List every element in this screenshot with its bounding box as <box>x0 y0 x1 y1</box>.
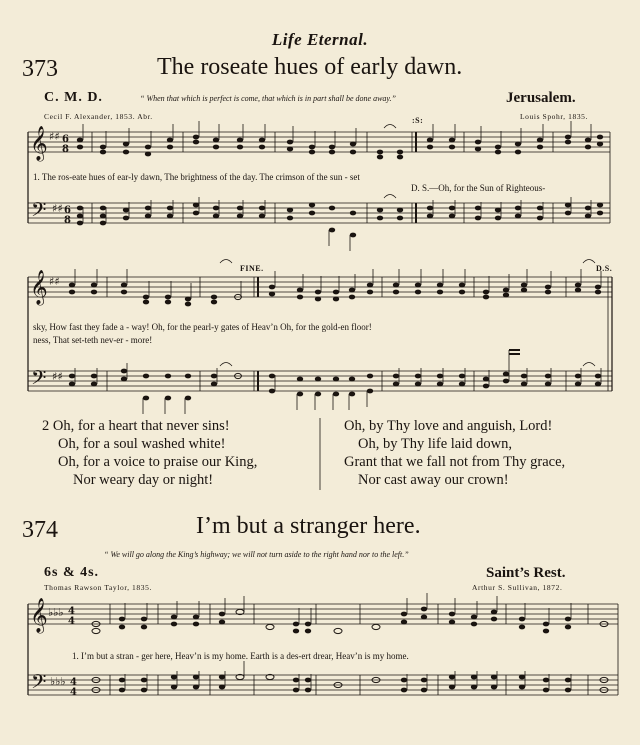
fine-mark: FINE. <box>240 264 264 273</box>
verse-line: Oh, by Thy life laid down, <box>358 436 512 452</box>
hymn-title: I’m but a stranger here. <box>196 513 421 539</box>
svg-text:𝄞: 𝄞 <box>30 126 48 161</box>
svg-text:♯♯: ♯♯ <box>49 275 60 288</box>
svg-text:8: 8 <box>62 144 69 155</box>
svg-text:𝄞: 𝄞 <box>30 270 48 305</box>
svg-text:4: 4 <box>68 616 75 627</box>
hymn-epigraph: “ We will go along the King’s highway; we will not turn aside to the right hand nor to the left.” <box>104 550 409 559</box>
verse-line: Nor weary day or night! <box>73 472 214 488</box>
svg-text:𝄢: 𝄢 <box>31 670 47 698</box>
svg-text:𝄢: 𝄢 <box>31 198 47 226</box>
hymn-title: The roseate hues of early dawn. <box>157 54 463 80</box>
hymn-epigraph: “ When that which is perfect is come, that which is in part shall be done away.” <box>140 94 396 103</box>
page-header: Life Eternal. <box>271 30 369 49</box>
svg-text:♯♯: ♯♯ <box>49 130 60 143</box>
hymn-meter: 6s & 4s. <box>44 565 100 580</box>
svg-text:♯♯: ♯♯ <box>52 202 63 215</box>
svg-text:6: 6 <box>64 205 71 216</box>
svg-text:6: 6 <box>62 134 69 145</box>
tune-name: Saint’s Rest. <box>486 565 566 581</box>
svg-text:♯♯: ♯♯ <box>52 370 63 383</box>
svg-text:𝄞: 𝄞 <box>30 598 48 633</box>
svg-text:4: 4 <box>70 677 77 688</box>
lyrics-line-1: 1. I’m but a stran - ger here, Heav’n is my home. Earth is a des-ert drear, Heav’n is my home. <box>72 651 409 661</box>
ds-mark: D.S. <box>596 264 613 273</box>
lyrics-line-2-ds: ness, That set-teth nev-er - more! <box>33 335 153 345</box>
verse-line: Oh, by Thy love and anguish, Lord! <box>344 418 553 434</box>
svg-text:𝄢: 𝄢 <box>31 366 47 394</box>
segno-mark: :S: <box>412 116 424 125</box>
verse-line: Grant that we fall not from Thy grace, <box>344 454 566 470</box>
verse-line: Oh, for a soul washed white! <box>58 436 226 452</box>
hymn-number: 373 <box>22 56 58 82</box>
hymn-meter: C. M. D. <box>44 90 103 105</box>
author-credit: Thomas Rawson Taylor, 1835. <box>44 583 152 592</box>
verse-line: Nor cast away our crown! <box>358 472 509 488</box>
svg-text:4: 4 <box>70 687 77 698</box>
svg-text:4: 4 <box>68 606 75 617</box>
composer-credit: Arthur S. Sullivan, 1872. <box>472 583 563 592</box>
verse-line: Oh, for a voice to praise our King, <box>58 454 258 470</box>
svg-text:8: 8 <box>64 215 71 226</box>
composer-credit: Louis Spohr, 1835. <box>520 112 589 121</box>
lyrics-line-1: 1. The ros-eate hues of ear-ly dawn, The brightness of the day. The crimson of the sun - set <box>33 172 360 182</box>
lyrics-line-1-ds: D. S.—Oh, for the Sun of Righteous- <box>411 183 546 193</box>
lyrics-line-2: sky, How fast they fade a - way! Oh, for the pearl-y gates of Heav’n Oh, for the gold-en floor! <box>33 322 372 332</box>
verse-line: 2 Oh, for a heart that never sins! <box>42 418 230 434</box>
author-credit: Cecil F. Alexander, 1853. Abr. <box>44 112 153 121</box>
svg-text:♭♭♭: ♭♭♭ <box>48 606 64 619</box>
svg-text:♭♭♭: ♭♭♭ <box>50 675 66 688</box>
tune-name: Jerusalem. <box>506 90 576 106</box>
hymn-number: 374 <box>22 517 58 543</box>
